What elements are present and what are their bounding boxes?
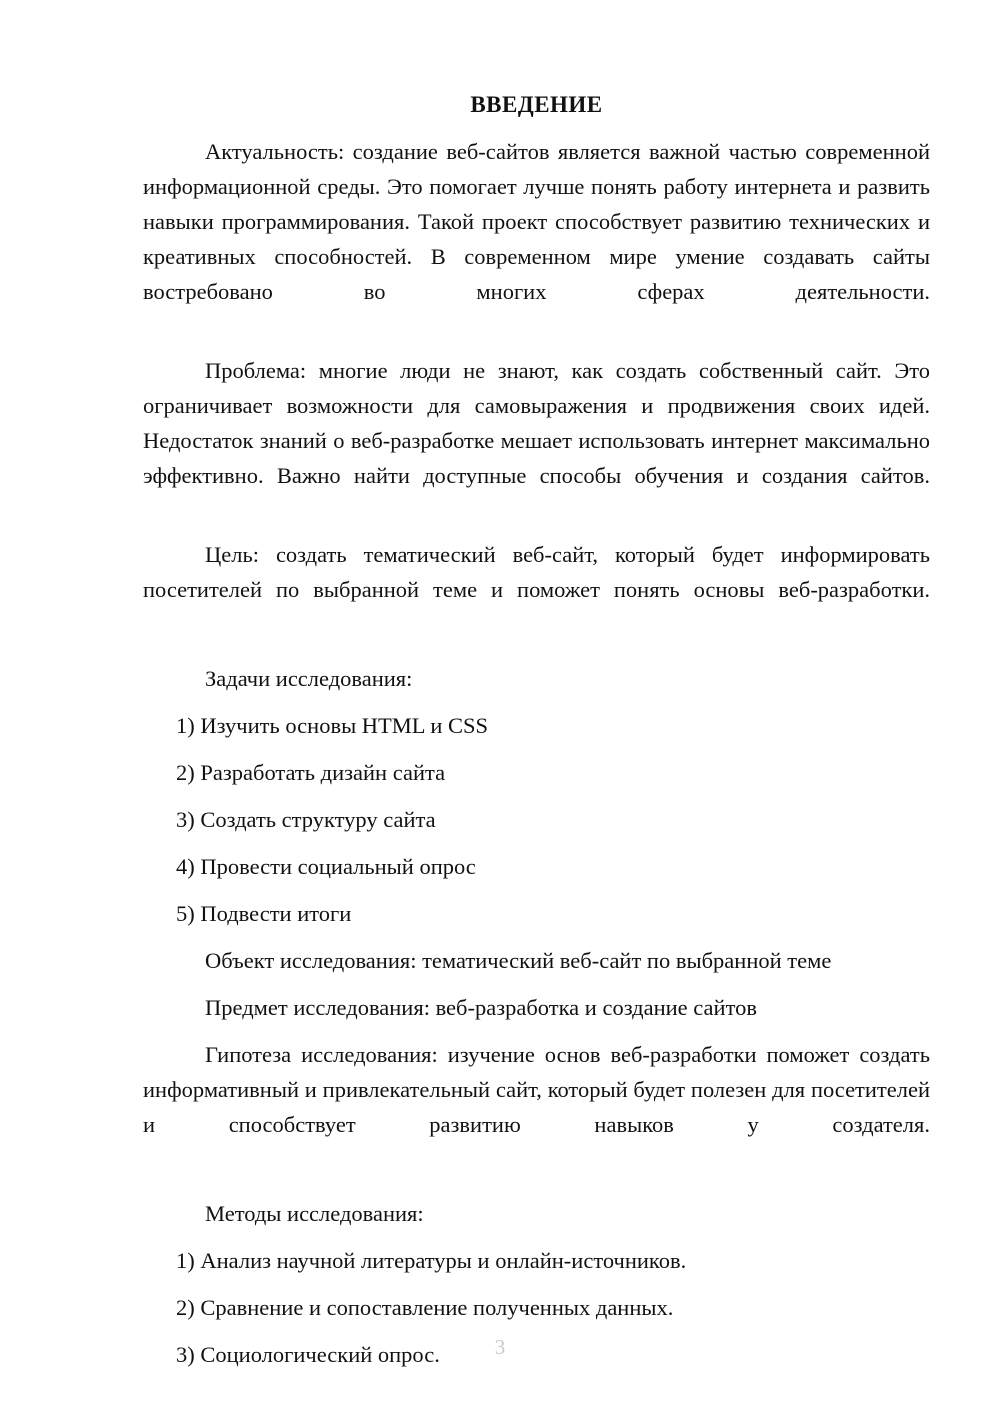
list-item: 2) Сравнение и сопоставление полученных данных. [176, 1295, 674, 1320]
paragraph-goal-block [143, 537, 930, 642]
spacer [143, 837, 930, 849]
list-item: 5) Подвести итоги [176, 901, 352, 926]
subject-of-research-line: Предмет исследования: веб-разработка и создание сайтов [205, 995, 757, 1020]
paragraph-problem: Проблема: многие люди не знают, как создать собственный сайт. Это ограничивает возможности для самовыражения и продвижения своих идей. Недостаток знаний о веб-разработке мешает использовать интернет максимально эффективно. Важно найти доступные способы обучения и создания сайтов. [143, 358, 930, 488]
spacer [143, 696, 930, 708]
tasks-heading: Задачи исследования: [205, 666, 413, 691]
spacer [143, 884, 930, 896]
page-number: 3 [494, 1335, 506, 1359]
list-item: 1) Анализ научной литературы и онлайн-источников. [176, 1248, 687, 1273]
spacer [143, 978, 930, 990]
paragraph-goal: Цель: создать тематический веб-сайт, который будет информировать посетителей по выбранной теме и поможет понять основы веб-разработки. [143, 542, 930, 602]
list-item: 2) Разработать дизайн сайта [176, 760, 446, 785]
page-title: ВВЕДЕНИЕ [470, 92, 603, 117]
paragraph-relevance-block [143, 134, 930, 344]
spacer [143, 1278, 930, 1290]
spacer [143, 1025, 930, 1037]
list-item: 3) Создать структуру сайта [176, 807, 436, 832]
page-content [143, 88, 930, 1372]
paragraph-hypothesis: Гипотеза исследования: изучение основ веб-разработки поможет создать информативный и привлекательный сайт, который будет полезен для посетителей и способствует развитию навыков у создателя. [143, 1042, 930, 1137]
paragraph-problem-block [143, 353, 930, 528]
list-item: 1) Изучить основы HTML и CSS [176, 713, 489, 738]
paragraph-hypothesis-block [143, 1037, 930, 1177]
methods-heading: Методы исследования: [205, 1201, 424, 1226]
spacer [143, 790, 930, 802]
list-item: 3) Социологический опрос. [176, 1342, 440, 1367]
spacer [143, 931, 930, 943]
spacer [143, 1231, 930, 1243]
paragraph-relevance: Актуальность: создание веб-сайтов является важной частью современной информационной среды. Это помогает лучше понять работу интернета и развить навыки программирования. Такой проект способствует развитию технических и креативных способностей. В современном мире умение создавать сайты востребовано во многих сферах деятельности. [143, 139, 930, 304]
spacer [143, 651, 930, 661]
spacer [143, 743, 930, 755]
list-item: 4) Провести социальный опрос [176, 854, 476, 879]
spacer [143, 1186, 930, 1196]
object-of-research-line: Объект исследования: тематический веб-сайт по выбранной теме [205, 948, 832, 973]
